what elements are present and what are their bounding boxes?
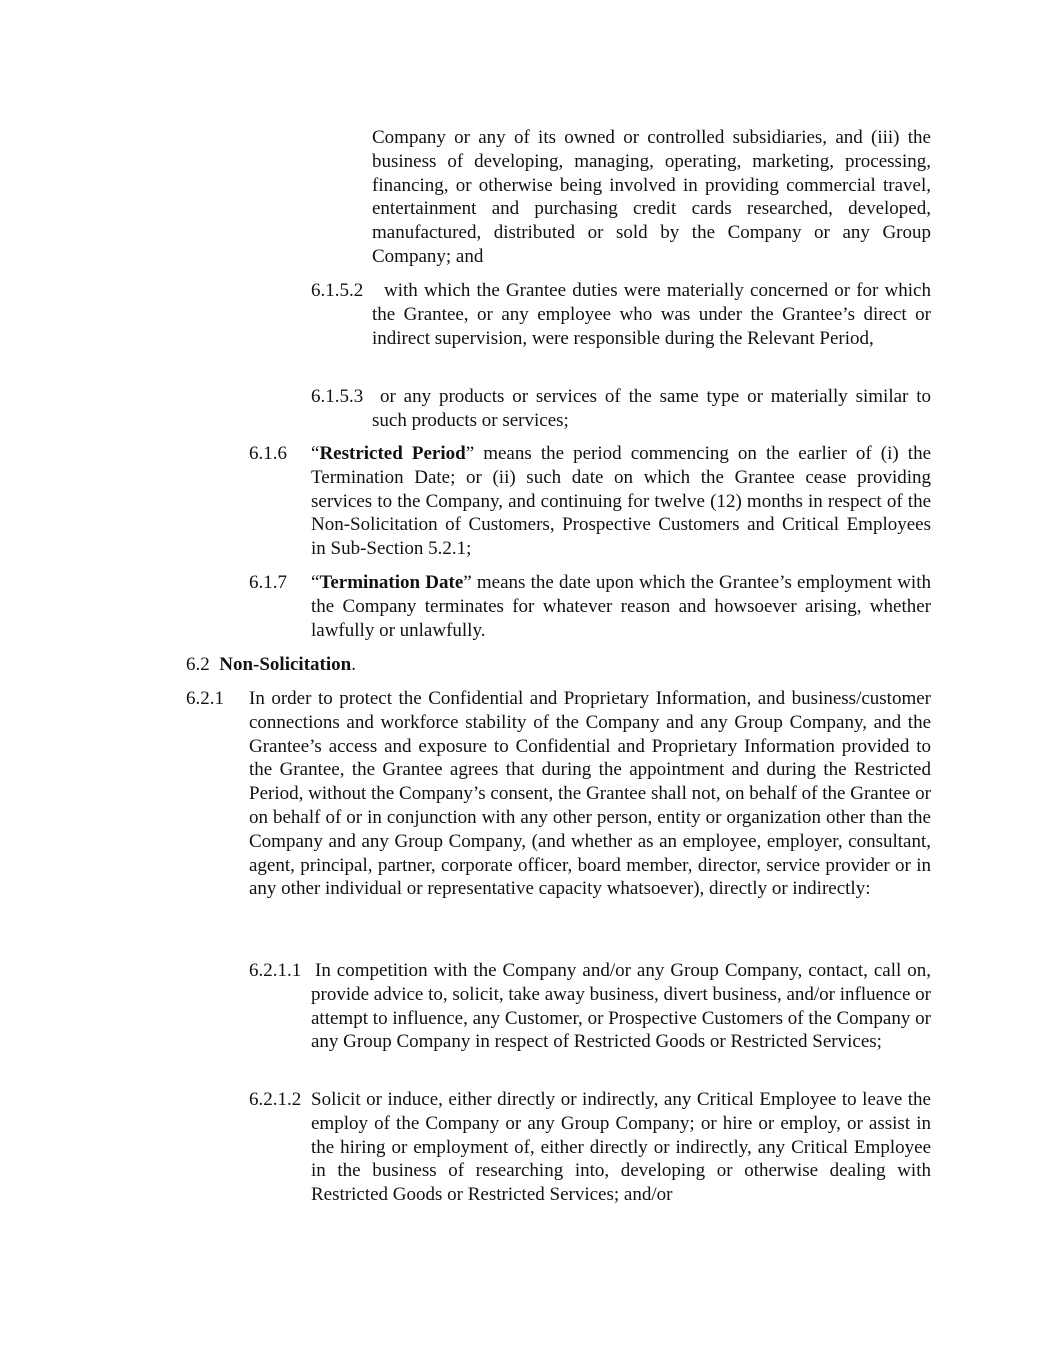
section-title: Non-Solicitation — [219, 654, 352, 675]
clause-number: 6.2.1.2 — [249, 1089, 302, 1110]
section-6-2-heading: 6.2 Non-Solicitation. — [186, 654, 356, 675]
clause-6-2-1 — [186, 687, 931, 901]
clause-number: 6.2.1 — [186, 688, 224, 709]
defined-term: Restricted Period — [319, 443, 466, 464]
section-number: 6.2 — [186, 654, 210, 675]
clause-number: 6.1.6 — [249, 443, 287, 464]
clause-continuation: Company or any of its owned or controlled subsidiaries, and (iii) the business of developing, managing, operating, marketing, processing, financing, or otherwise being involved in providing commercial travel, entertainment and purchasing credit cards researched, developed, manufactured, distributed or sold by the Company or any Group Company; and — [372, 127, 931, 267]
clause-number: 6.2.1.1 — [249, 960, 302, 981]
clause-6-1-6 — [249, 442, 931, 561]
clause-6-1-5-3 — [311, 385, 931, 433]
clause-text: “Restricted Period” means the period commencing on the earlier of (i) the Termination Date; or (ii) such date on which the Grantee cease providing services to the Company, and continuing for twelve (12) months in respect of the Non-Solicitation of Customers, Prospective Customers and Critical Employees in Sub-Section 5.2.1; — [311, 443, 931, 560]
clause-6-2-1-2 — [249, 1088, 931, 1207]
clause-text: with which the Grantee duties were materially concerned or for which the Grantee, or any employee who was under the Grantee’s direct or indirect supervision, were responsible during the Relevant Period, — [372, 280, 931, 349]
clause-number: 6.1.5.3 — [311, 386, 364, 407]
clause-6-1-5-2 — [311, 279, 931, 350]
clause-text: “Termination Date” means the date upon which the Grantee’s employment with the Company terminates for whatever reason and howsoever arising, whether lawfully or unlawfully. — [311, 572, 931, 641]
clause-text: or any products or services of the same type or materially similar to such products or services; — [372, 386, 931, 431]
clause-number: 6.1.7 — [249, 572, 287, 593]
defined-term: Termination Date — [319, 572, 464, 593]
clause-6-2-1-1 — [249, 959, 931, 1054]
clause-text: Solicit or induce, either directly or indirectly, any Critical Employee to leave the employ of the Company or any Group Company; or hire or employ, or assist in the hiring or employment of, either directly or indirectly, any Critical Employee in the business of researching into, developing or otherwise dealing with Restricted Goods or Restricted Services; and/or — [311, 1089, 931, 1206]
clause-text: In order to protect the Confidential and Proprietary Information, and business/customer connections and workforce stability of the Company and any Group Company, and the Grantee’s access and exposure to Confidential and Proprietary Information provided to the Grantee, the Grantee agrees that during the appointment and during the Restricted Period, without the Company’s consent, the Grantee shall not, on behalf of the Grantee or on behalf of or in conjunction with any other person, entity or organization other than the Company and any Group Company, (and whether as an employee, employer, consultant, agent, principal, partner, corporate officer, board member, director, service provider or in any other individual or representative capacity whatsoever), directly or indirectly: — [249, 688, 931, 900]
clause-text: In competition with the Company and/or any Group Company, contact, call on, provide advice to, solicit, take away business, divert business, and/or influence or attempt to influence, any Customer, or Prospective Customers of the Company or any Group Company in respect of Restricted Goods or Restricted Services; — [311, 960, 931, 1053]
clause-number: 6.1.5.2 — [311, 280, 364, 301]
clause-6-1-7 — [249, 571, 931, 642]
